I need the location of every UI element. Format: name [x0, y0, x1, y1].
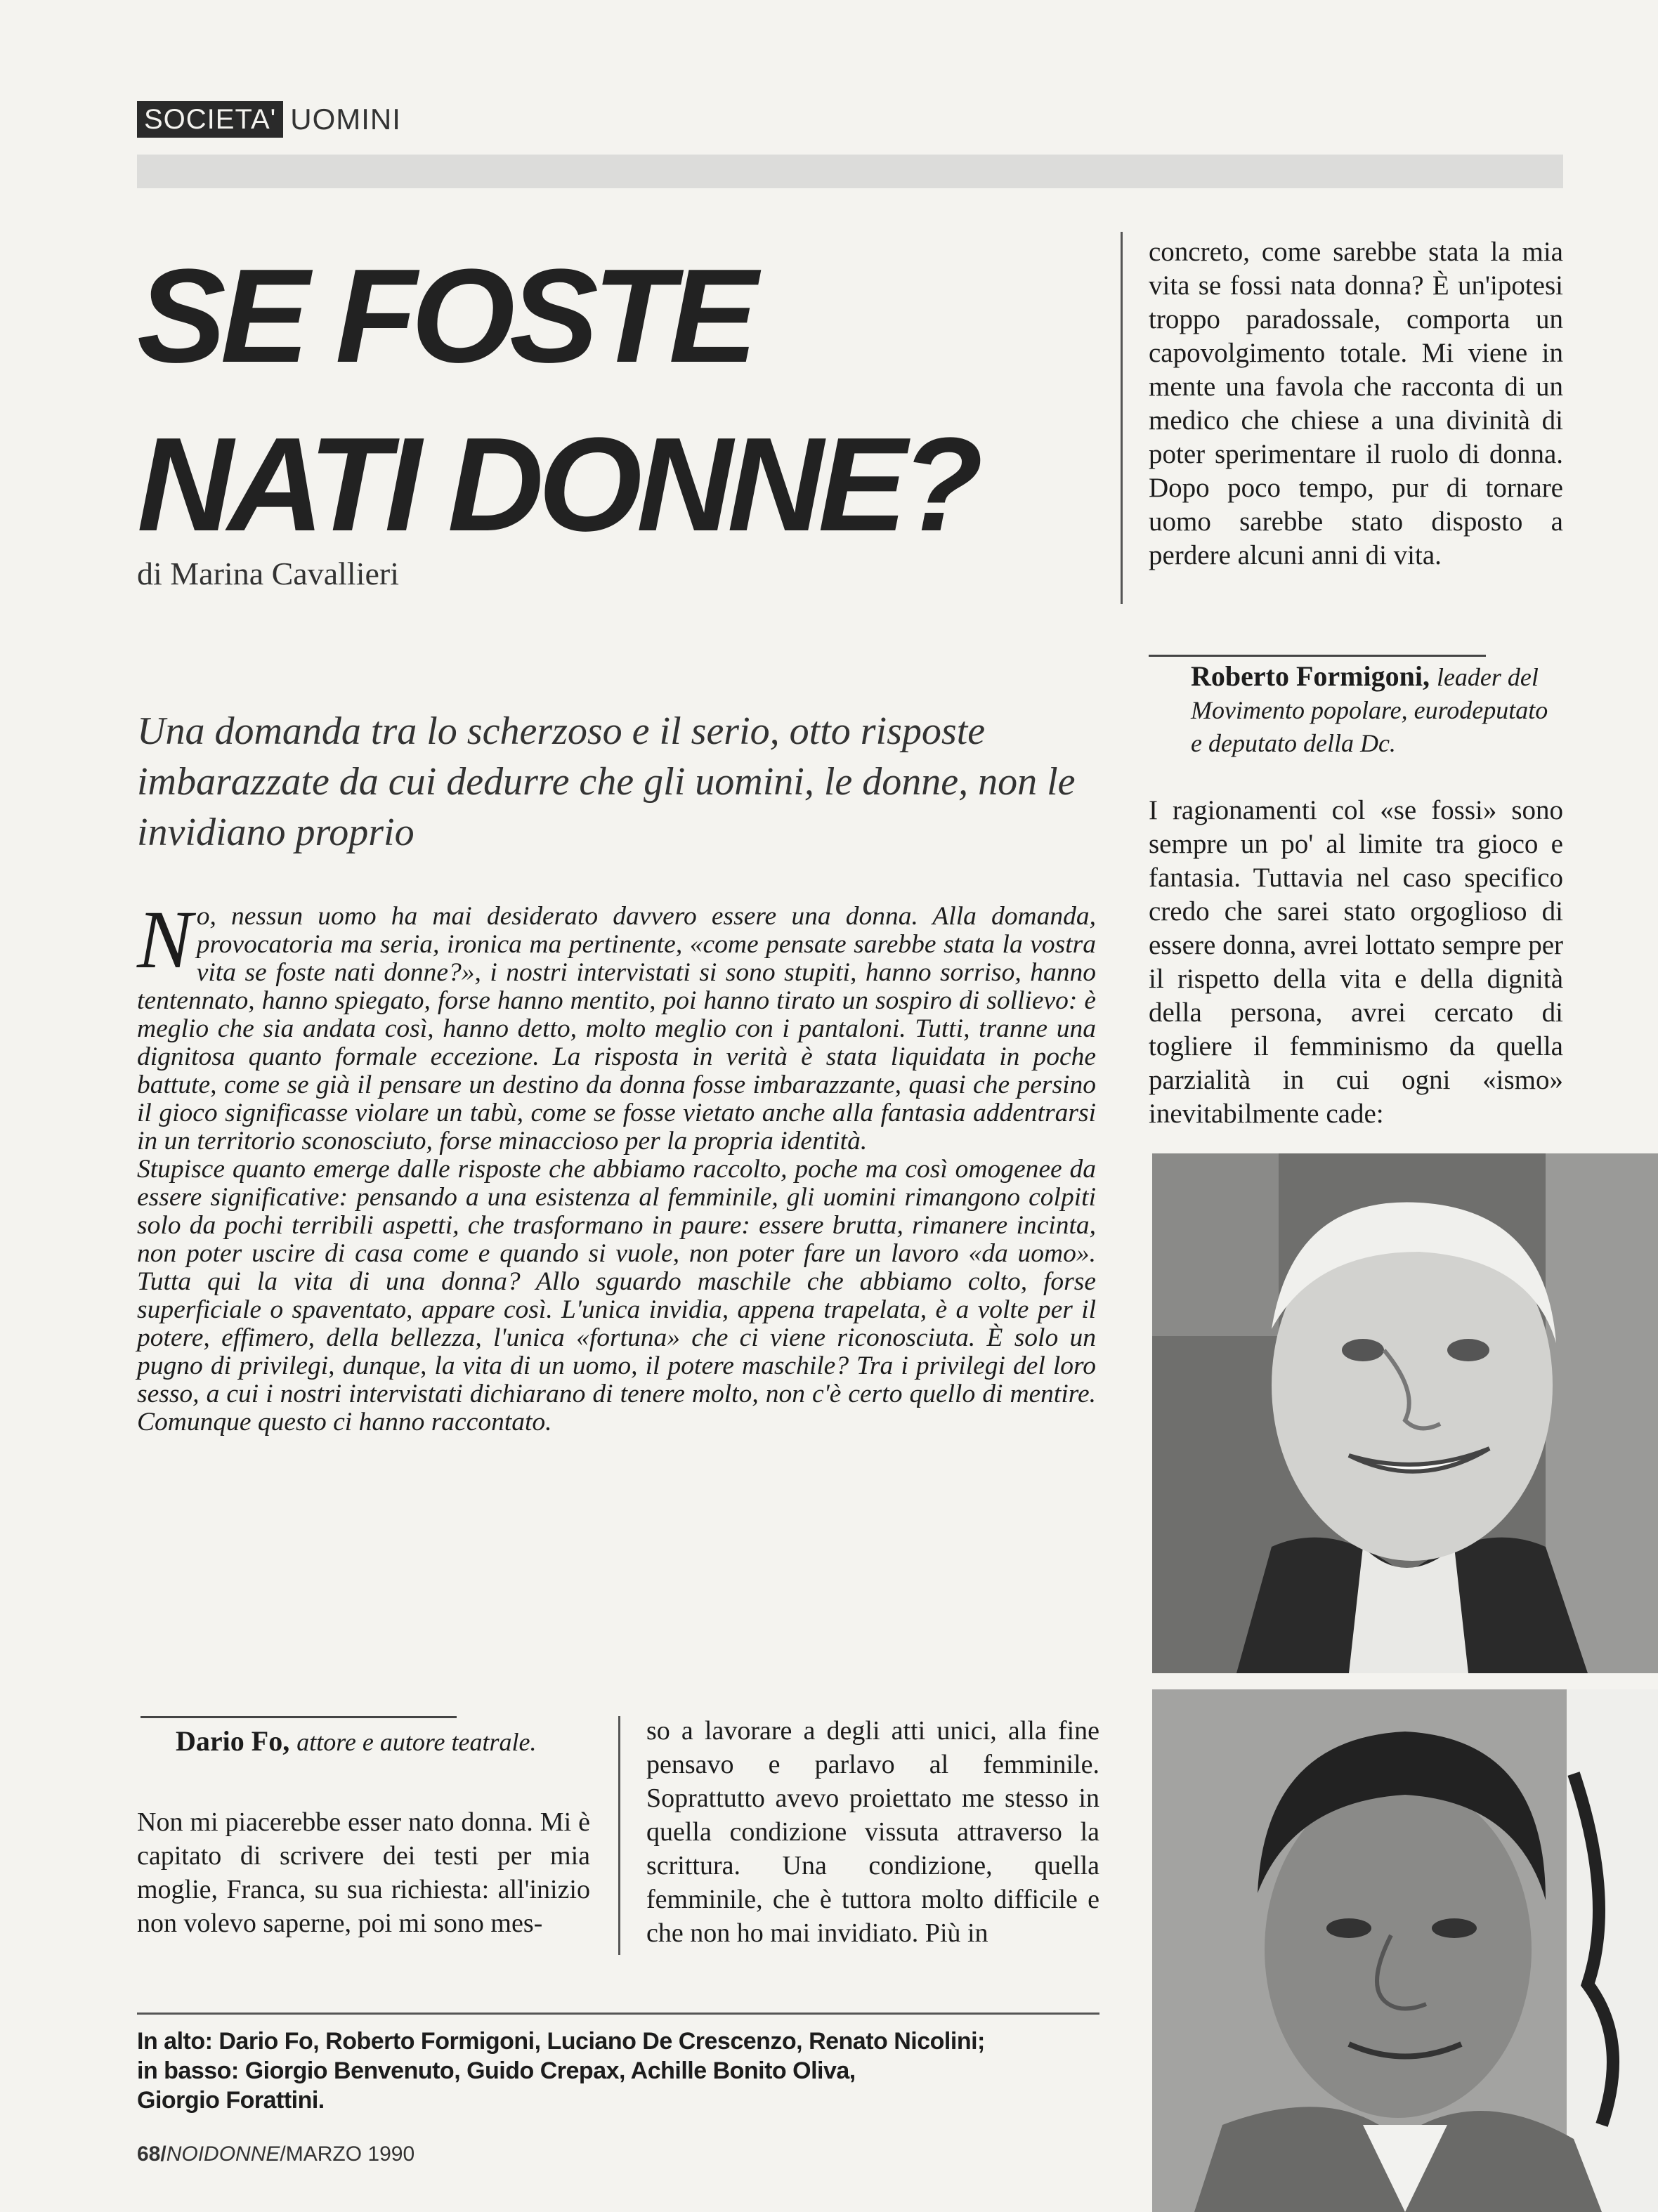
page-number: 68/	[137, 2142, 167, 2166]
drop-cap: N	[137, 894, 192, 986]
answer-formigoni: I ragionamenti col «se fossi» sono sempre un po' al limite tra gioco e fantasia. Tuttavia nel caso specifico credo che sarei stato orgoglioso di essere donna, avrei lottato sempre per il rispetto della vita e della dignità della persona, avrei cercato di togliere il femminismo da quella parzialità in cui ogni «ismo» inevitabilmente cade:	[1149, 795, 1563, 1129]
header-band	[137, 155, 1563, 188]
headline-line-1: SE FOSTE	[137, 242, 752, 391]
page-footer	[137, 2142, 414, 2166]
interviewee-name: Roberto Formigoni,	[1191, 660, 1430, 692]
section-tag: SOCIETA'	[137, 101, 283, 138]
answer-fo-part-3: concreto, come sarebbe stata la mia vita se fossi nata donna? È un'ipotesi troppo paradossale, comporta un capovolgimento totale. Mi viene in mente una favola che racconta di un medico che chiese a una divinità di poter sperimentare il ruolo di donna. Dopo poco tempo, pur di tornare uomo sarebbe stato disposto a perdere alcuni anni di vita.	[1149, 237, 1563, 570]
photo-dario-fo	[1152, 1153, 1658, 1673]
subheading: Una domanda tra lo scherzoso e il serio, otto risposte imbarazzate da cui dedurre che gli uomini, le donne, non le invidiano proprio	[137, 709, 1076, 854]
answer-fo-part-1: Non mi piacerebbe esser nato donna. Mi è capitato di scrivere dei testi per mia moglie, Franca, su sua richiesta: all'inizio non volevo saperne, poi mi sono mes-	[137, 1807, 590, 1938]
headline-line-2: NATI DONNE?	[137, 410, 978, 559]
photo-roberto-formigoni	[1152, 1689, 1658, 2212]
caption-line-3: Giorgio Forattini.	[137, 2087, 325, 2114]
magazine-name: NOIDONNE	[166, 2142, 280, 2166]
interviewee-formigoni	[1191, 660, 1563, 759]
column-divider	[1121, 232, 1123, 604]
interviewee-role: attore e autore teatrale.	[296, 1728, 537, 1756]
interview-rule	[141, 1716, 457, 1718]
photo-caption	[137, 2027, 1121, 2115]
caption-rule	[137, 2013, 1099, 2015]
portrait-illustration	[1152, 1153, 1658, 1673]
caption-line-2: in basso: Giorgio Benvenuto, Guido Crepax, Achille Bonito Oliva,	[137, 2057, 856, 2084]
portrait-illustration	[1152, 1689, 1658, 2212]
interview-rule	[1149, 655, 1486, 657]
section-header	[137, 100, 401, 139]
issue-date: /MARZO 1990	[280, 2142, 415, 2166]
interviewee-role: leader del Movimento popolare, eurodeputato e deputato della Dc.	[1191, 663, 1548, 757]
intro-text-2: Stupisce quanto emerge dalle risposte che abbiamo raccolto, poche ma così omogenee da essere significative: pensando a una esistenza al femminile, gli uomini rimangono colpiti solo da pochi terribili aspetti, che trasformano in paure: essere brutta, rimanere incinta, non poter uscire di casa come e quando si vuole, non poter fare un lavoro «da uomo». Tutta qui la vita di una donna? Allo sguardo maschile che abbiamo colto, forse superficiale o spaventato, appare così. L'unica invidia, appena trapelata, è a volte per il potere, effimero, della bellezza, l'unica «fortuna» che ci viene riconosciuta. È solo un pugno di privilegi, dunque, la vita di un uomo, il potere maschile? Tra i privilegi del loro sesso, a cui i nostri intervistati dichiarano di tenere molto, non c'è certo quello di mentire. Comunque questo ci hanno raccontato.	[137, 1155, 1096, 1437]
intro-text: o, nessun uomo ha mai desiderato davvero essere una donna. Alla domanda, provocatoria ma seria, ironica ma pertinente, «come pensate sarebbe stata la vostra vita se foste nati donne?», i nostri intervistati si sono stupiti, hanno sorriso, hanno tentennato, hanno spiegato, forse hanno mentito, poi hanno tirato un sospiro di sollievo: è meglio che sia andata così, hanno detto, molto meglio con i pantaloni. Tutti, tranne una dignitosa quanto formale eccezione. La risposta in verità è stata liquidata in poche battute, come se già il pensare un destino da donna fosse imbarazzante, quasi che persino il gioco significasse violare un tabù, come se fosse vietato anche alla fantasia addentrarsi in un territorio sconosciuto, forse minaccioso per la propria identità.	[137, 902, 1096, 1156]
headline	[137, 232, 1107, 569]
interviewee-name: Dario Fo,	[176, 1725, 290, 1757]
byline: di Marina Cavallieri	[137, 556, 399, 591]
caption-line-1: In alto: Dario Fo, Roberto Formigoni, Luciano De Crescenzo, Renato Nicolini;	[137, 2028, 985, 2055]
interviewee-fo	[176, 1725, 551, 1758]
answer-fo-part-2: so a lavorare a degli atti unici, alla fine pensavo e parlavo al femminile. Soprattutto avevo proiettato me stesso in quella condizione vissuta attraverso la scrittura. Una condizione, quella femminile, che è tuttora molto difficile e che non ho mai invidiato. Più in	[646, 1716, 1099, 1948]
intro-paragraph	[137, 894, 1096, 1437]
section-name: UOMINI	[290, 103, 401, 136]
column-divider	[618, 1716, 620, 1955]
